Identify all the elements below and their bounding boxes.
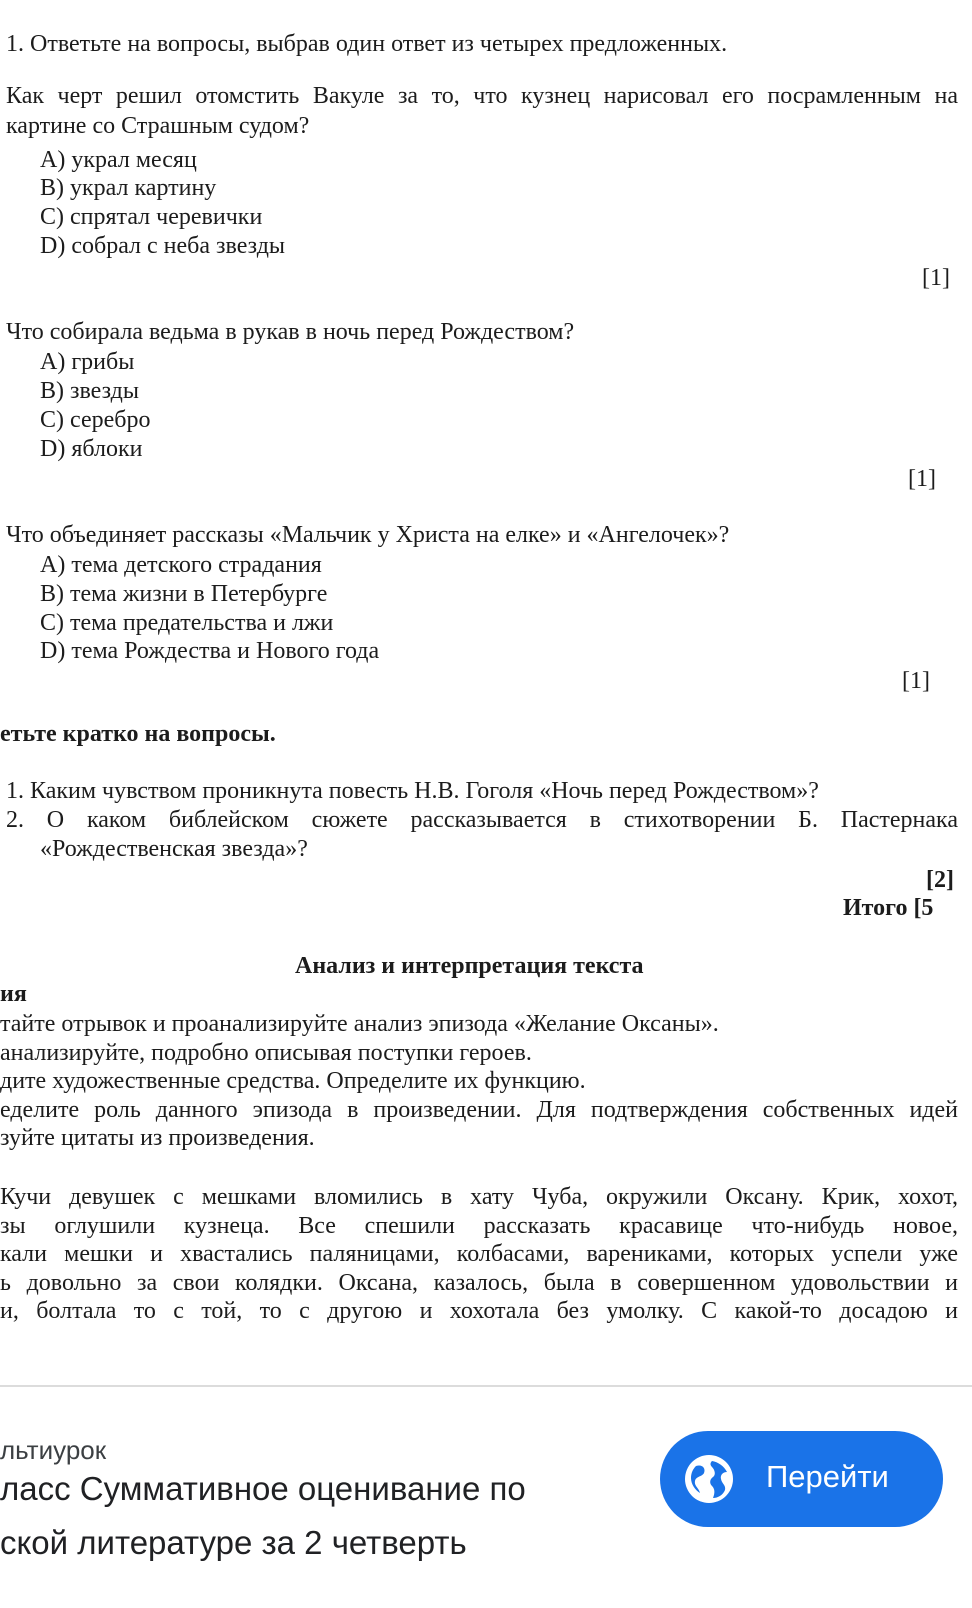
preview-title-line-2: ской литературе за 2 четверть [0,1524,467,1561]
task2-heading: етьте кратко на вопросы. [0,721,276,747]
task2-item-1: 1. Каким чувством проникнута повесть Н.В. Гоголя «Ночь перед Рождеством»? [6,778,819,804]
passage-line-5: и, болтала то с той, то с другою и хохотала без умолку. С какой-то досадою и [0,1298,958,1324]
link-preview-card[interactable] [0,1387,972,1608]
q1-line2: картине со Страшным судом? [6,113,310,139]
passage-line-4: ь довольно за свои колядки. Оксана, казалось, была в совершенном удовольствии и [0,1270,958,1296]
section-instruction-3: дите художественные средства. Определите их функцию. [0,1068,586,1094]
section-instruction-1: тайте отрывок и проанализируйте анализ эпизода «Желание Оксаны». [0,1011,719,1037]
q1-option-c: C) спрятал черевички [40,204,263,230]
q1-option-d: D) собрал с неба звезды [40,233,286,259]
q1-option-b: B) украл картину [40,175,217,201]
go-button-label: Перейти [766,1459,889,1494]
cropped-heading-fragment [380,0,650,2]
task2-score: [2] [926,867,954,893]
q3-text: Что объединяет рассказы «Мальчик у Христа на елке» и «Ангелочек»? [6,522,730,548]
q2-option-a: A) грибы [40,349,135,375]
q3-score: [1] [902,668,930,694]
task2-item-2: 2. О каком библейском сюжете рассказывается в стихотворении Б. Пастернака [6,807,958,833]
section-label: ия [0,981,27,1007]
task1-instruction: 1. Ответьте на вопросы, выбрав один ответ из четырех предложенных. [6,31,728,57]
q2-option-b: B) звезды [40,378,139,404]
section-title: Анализ и интерпретация текста [295,953,644,979]
q2-option-c: C) серебро [40,407,151,433]
q3-option-c: C) тема предательства и лжи [40,610,334,636]
section-instruction-4: еделите роль данного эпизода в произведении. Для подтверждения собственных идей [0,1097,958,1123]
section-instruction-2: анализируйте, подробно описывая поступки героев. [0,1040,532,1066]
q1-line1: Как черт решил отомстить Вакуле за то, что кузнец нарисовал его посрамленным на [6,83,958,109]
q2-option-d: D) яблоки [40,436,143,462]
q3-option-d: D) тема Рождества и Нового года [40,638,380,664]
go-button[interactable] [660,1431,943,1527]
preview-title-line-1: ласс Суммативное оценивание по [0,1470,526,1507]
passage-line-3: кали мешки и хвастались паляницами, колбасами, варениками, которых успели уже [0,1241,958,1267]
q1-option-a: A) украл месяц [40,147,197,173]
q3-option-b: B) тема жизни в Петербурге [40,581,328,607]
q2-text: Что собирала ведьма в рукав в ночь перед Рождеством? [6,319,575,345]
total-score: Итого [5 [843,895,934,921]
globe-icon [682,1452,736,1506]
q1-score: [1] [922,265,950,291]
passage-line-1: Кучи девушек с мешками вломились в хату Чуба, окружили Оксану. Крик, хохот, [0,1184,958,1210]
task2-item-2-cont: «Рождественская звезда»? [40,836,308,862]
passage-line-2: зы оглушили кузнеца. Все спешили рассказать красавице что-нибудь новое, [0,1213,958,1239]
q3-option-a: A) тема детского страдания [40,552,322,578]
q2-score: [1] [908,466,936,492]
section-instruction-5: зуйте цитаты из произведения. [0,1125,315,1151]
site-name: льтиурок [0,1435,107,1465]
